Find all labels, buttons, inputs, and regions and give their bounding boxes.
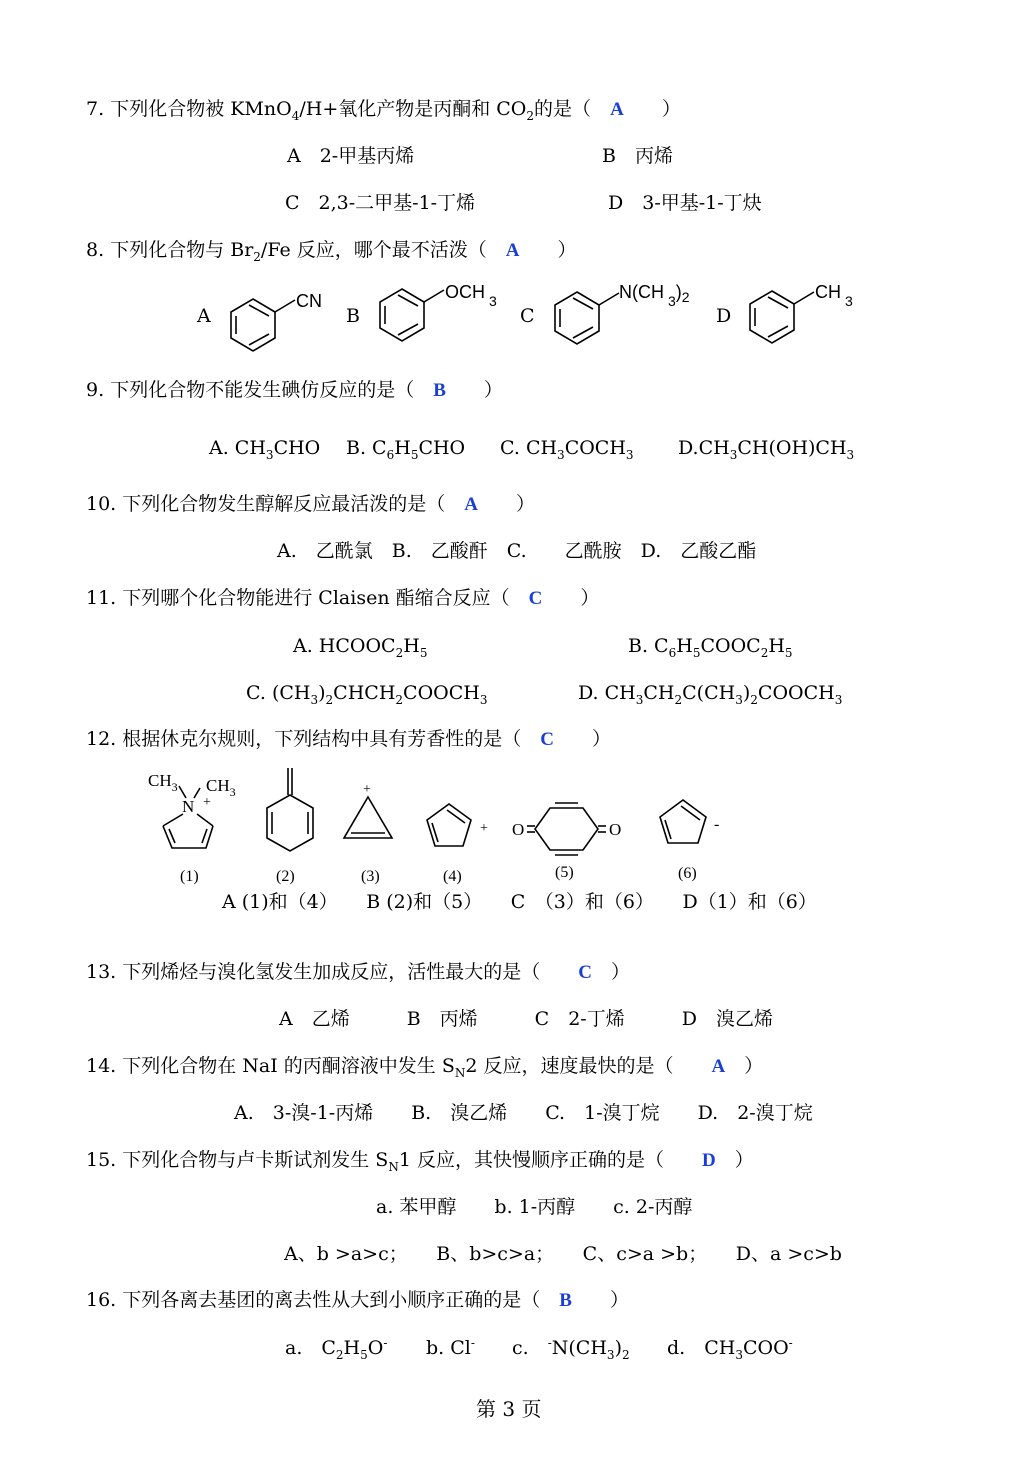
structure-4 (427, 804, 471, 846)
q11-answer: C (528, 588, 543, 609)
q10-question: 10. 下列化合物发生醇解反应最活泼的是（ A ） (86, 493, 536, 515)
q12-choices: A (1)和（4） B (2)和（5） C （3）和（6） D（1）和（6） (222, 891, 817, 913)
structure-2 (267, 768, 313, 851)
oxygen-right: O (609, 820, 622, 839)
nme2-label: N(CH $_3)_2$ (619, 282, 690, 309)
och3-label: OCH $_3$ (445, 282, 497, 309)
q10-answer: A (464, 494, 479, 515)
q11-option-b: B. $C_6H_5COOC_2H_5$ (628, 635, 793, 660)
nitrogen-atom: N (182, 797, 195, 816)
q11-question: 11. 下列哪个化合物能进行 Claisen 酯缩合反应（ C ） (86, 587, 600, 609)
q13-question: 13. 下列烯烃与溴化氢发生加成反应，活性最大的是（ C ） (86, 961, 631, 983)
cn-label: CN (296, 291, 322, 311)
q11-option-d: D. $CH_3CH_2C(CH_3)_2COOCH_3$ (578, 682, 843, 707)
struct-label-2: (2) (276, 868, 295, 885)
q7-question: 7. 下列化合物被 KMnO$_4$/H+氧化产物是丙酮和 $CO_2$的是（ A ） (86, 98, 681, 123)
struct-label-4: (4) (443, 868, 462, 885)
q14-question: 14. 下列化合物在 NaI 的丙酮溶液中发生 $S_N2$ 反应，速度最快的是（ A ） (86, 1055, 764, 1080)
cyclopropenyl-charge: + (363, 782, 371, 797)
q16-item-b: b. Cl- (426, 1336, 475, 1359)
cyclopentadienyl-plus: + (480, 821, 488, 836)
q9-question: 9. 下列化合物不能发生碘仿反应的是（ B ） (86, 379, 503, 401)
q8-answer: A (505, 240, 520, 261)
q10-options: A. 乙酰氯 B. 乙酸酐 C. 乙酰胺 D. 乙酸乙酯 (277, 540, 757, 562)
q15-question: 15. 下列化合物与卢卡斯试剂发生 $S_N1$ 反应，其快慢顺序正确的是（ D ） (86, 1149, 754, 1174)
page-number: 第 3 页 (476, 1397, 542, 1421)
q8-label-d: D (716, 305, 732, 327)
q9-answer: B (433, 380, 446, 401)
q11-option-c: C. $(CH_3)_2CHCH_2COOCH_3$ (246, 682, 488, 707)
q11-option-a: A. $HCOOC_2H_5$ (293, 635, 428, 660)
ch3-label: CH $_3$ (815, 282, 853, 309)
cyclopentadienyl-minus: - (714, 816, 720, 833)
q16-item-a: a. $C_2H_5O^-$ (285, 1336, 388, 1362)
q13-answer: C (578, 962, 593, 983)
q15-options: A、b >a>c； B、b>c>a； C、c>a >b； D、a >c>b (284, 1243, 842, 1265)
q8-label-a: A (197, 305, 211, 327)
struct-label-3: (3) (361, 868, 380, 885)
q16-answer: B (559, 1290, 572, 1311)
structure-6 (660, 800, 706, 843)
q7-option-b: B 丙烯 (602, 145, 673, 167)
q16-question: 16. 下列各离去基团的离去性从大到小顺序正确的是（ B ） (86, 1289, 630, 1311)
q7-option-c: C 2,3-二甲基-1-丁烯 (285, 192, 476, 214)
q7-answer: A (610, 99, 624, 120)
struct-label-6: (6) (678, 865, 697, 882)
q14-options: A. 3-溴-1-丙烯 B. 溴乙烯 C. 1-溴丁烷 D. 2-溴丁烷 (234, 1102, 813, 1124)
oxygen-left: O (512, 820, 525, 839)
q9-option-d: $D.CH_3CH(OH)CH_3$ (678, 437, 855, 462)
q12-answer: C (540, 729, 555, 750)
q15-answer: D (701, 1150, 716, 1171)
methyl-right: $CH_3$ (206, 776, 236, 799)
q14-answer: A (711, 1056, 726, 1077)
n-plus-charge: + (203, 795, 211, 810)
structure-3 (344, 797, 392, 838)
q15-items: a. 苯甲醇 b. 1-丙醇 c. 2-丙醇 (376, 1196, 693, 1218)
structure-5 (527, 803, 606, 855)
q16-item-c: c. $^-N(CH_3)_2$ (512, 1336, 630, 1362)
q8-label-b: B (346, 305, 360, 327)
q9-option-b: B. $C_6H_5CHO$ (346, 437, 466, 462)
q9-option-a: A. $CH_3CHO$ (209, 437, 321, 462)
q7-option-d: D 3-甲基-1-丁炔 (608, 192, 762, 214)
struct-label-5: (5) (555, 864, 574, 881)
q8-label-c: C (520, 305, 535, 327)
struct-label-1: (1) (180, 868, 199, 885)
methyl-left: $CH_3$ (148, 771, 178, 794)
q7-option-a: A 2-甲基丙烯 (287, 145, 415, 167)
q13-options: A 乙烯 B 丙烯 C 2-丁烯 D 溴乙烯 (279, 1008, 773, 1030)
q16-item-d: d. $CH_3COO^-$ (667, 1336, 793, 1362)
q8-question: 8. 下列化合物与 $Br_2/Fe$ 反应，哪个最不活泼（ A ） (86, 239, 577, 264)
q12-question: 12. 根据休克尔规则，下列结构中具有芳香性的是（ C ） (86, 728, 612, 750)
q9-option-c: C. $CH_3COCH_3$ (500, 437, 634, 462)
